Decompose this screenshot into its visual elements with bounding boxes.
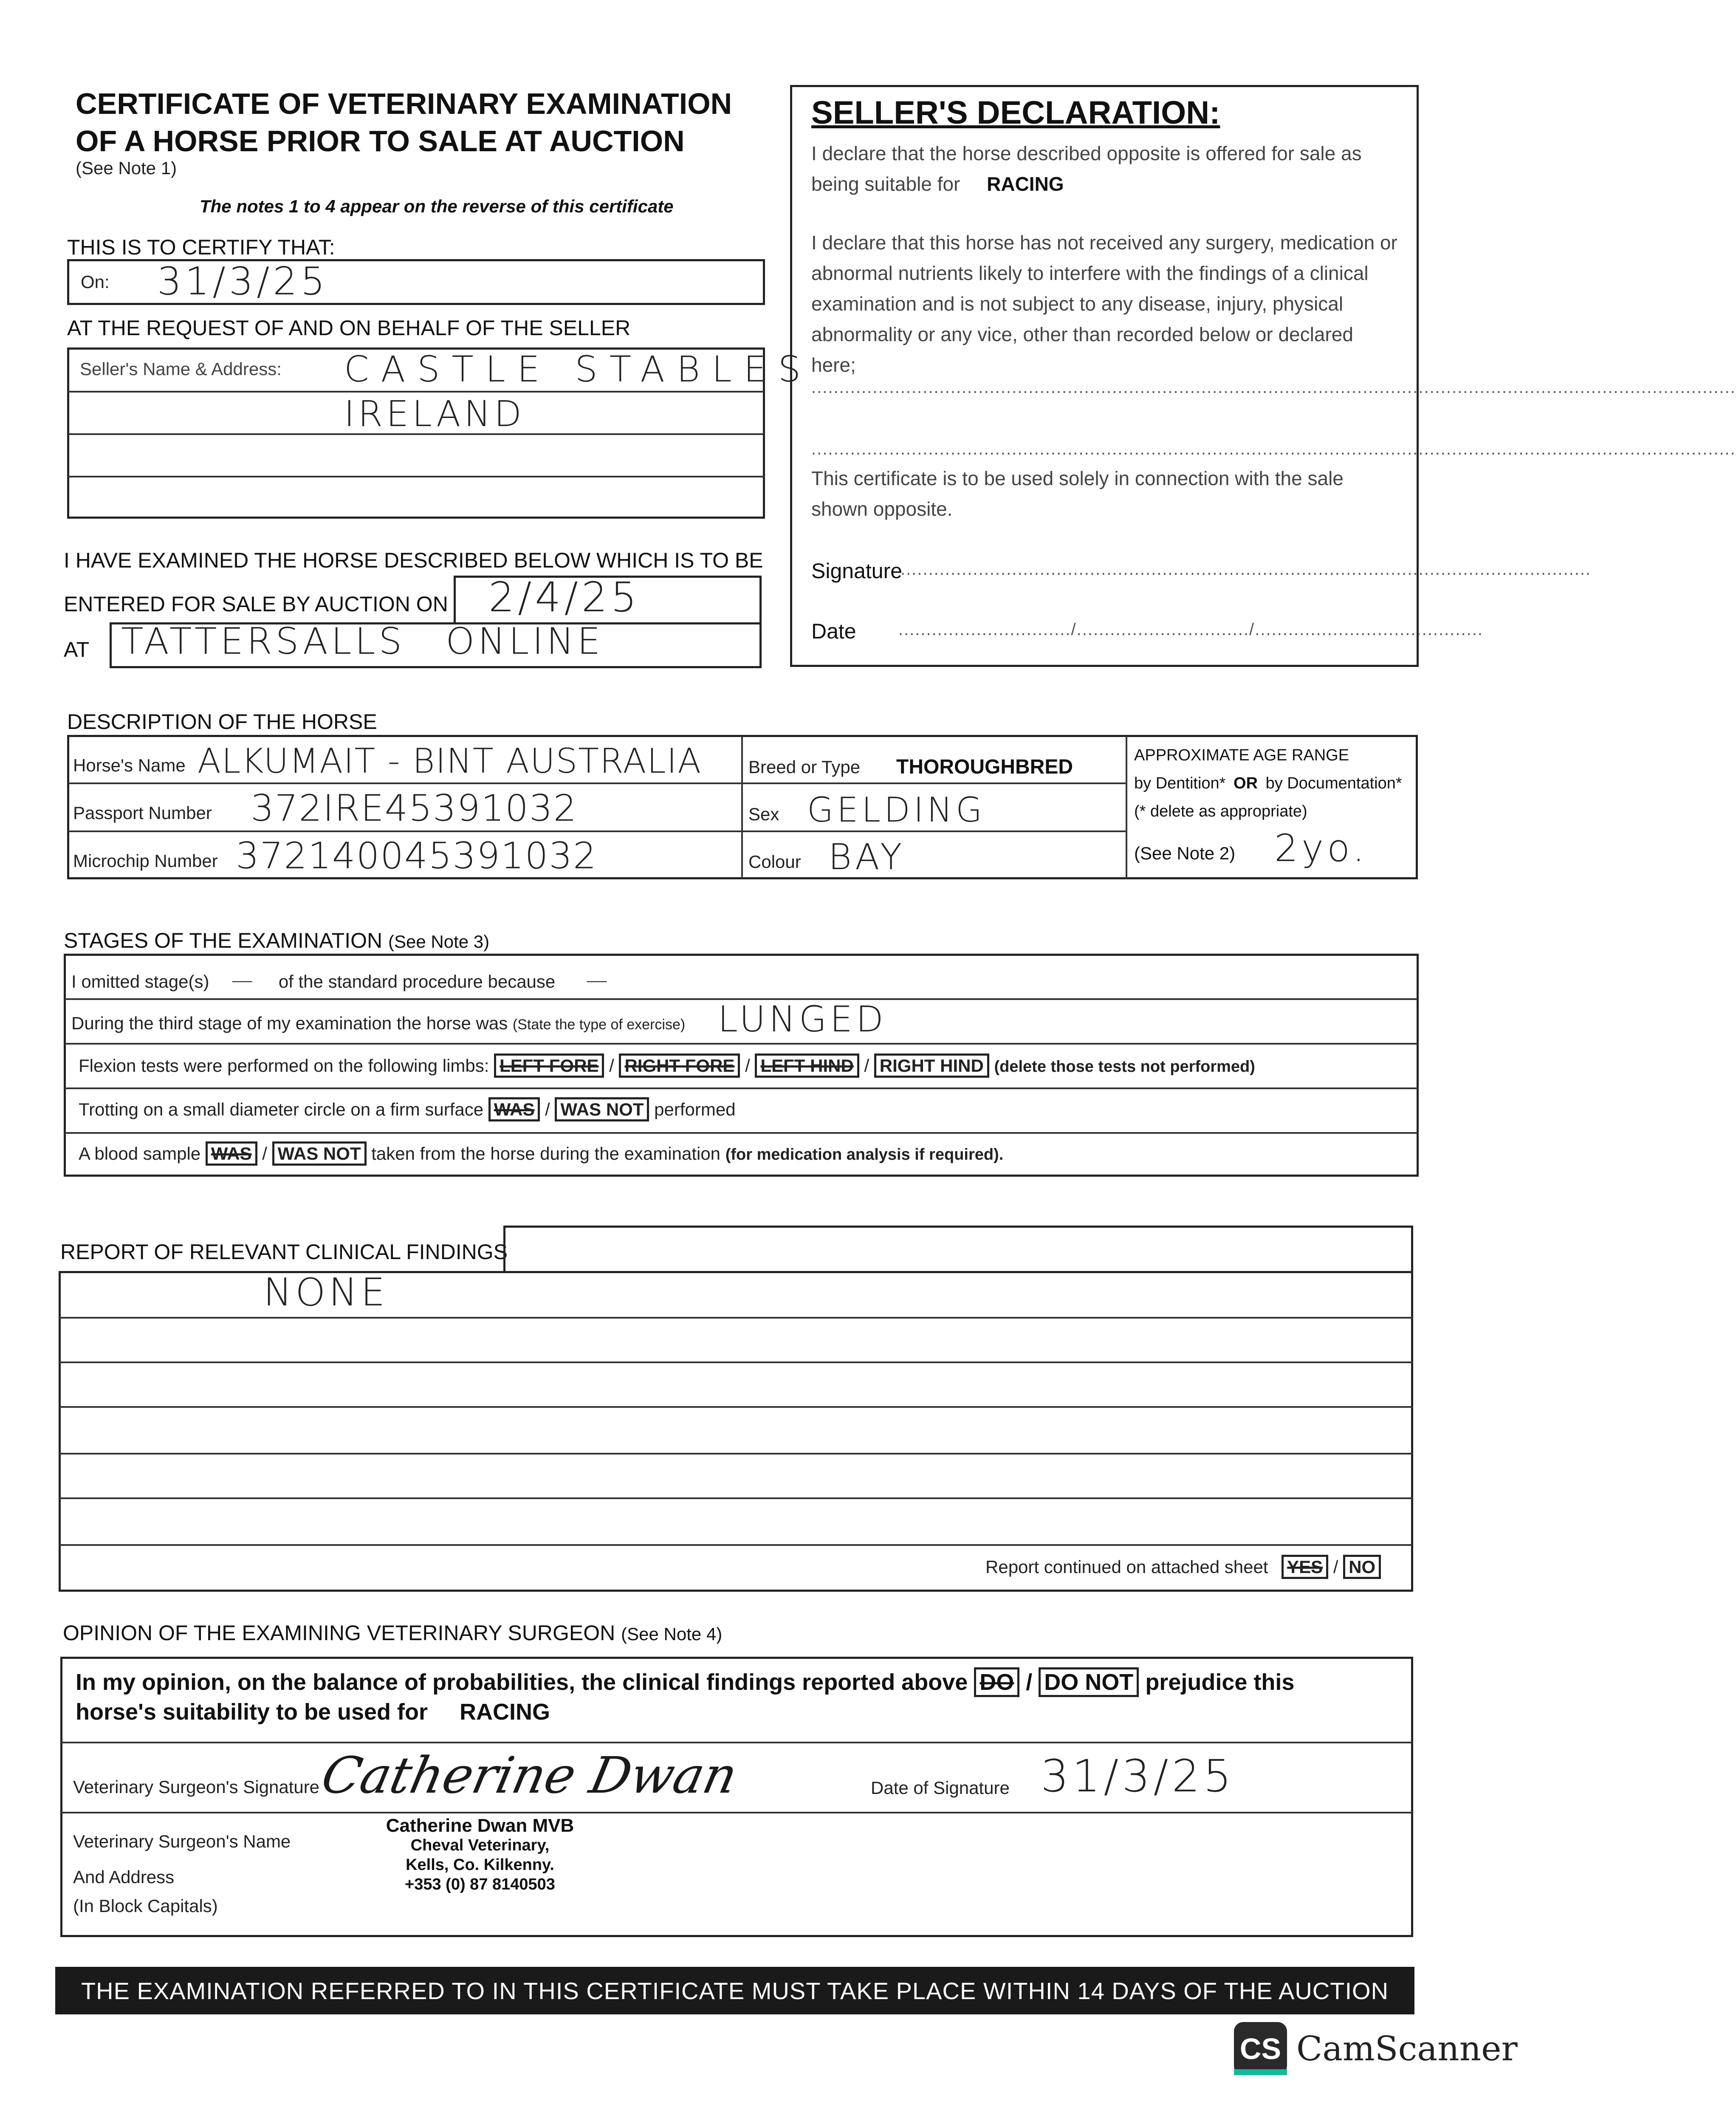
camscanner-logo-text: CS <box>1239 2032 1282 2065</box>
sex-label: Sex <box>748 804 779 824</box>
stages-line-2 <box>65 1043 1418 1045</box>
footer-banner-text: THE EXAMINATION REFERRED TO IN THIS CERTIFICATE MUST TAKE PLACE WITHIN 14 DAYS OF THE AUCTION <box>81 1977 1389 2004</box>
age-range-block <box>1134 741 1410 825</box>
report-line-2 <box>59 1361 1412 1363</box>
blood-note: (for medication analysis if required). <box>725 1146 1004 1164</box>
flexion-text: Flexion tests were performed on the following limbs: <box>79 1056 489 1076</box>
opinion-do: DO <box>974 1667 1019 1697</box>
declaration-para2: I declare that this horse has not received any surgery, medication or abnormal nutrients likely to interfere with the findings of a clinical examination and is not subject to any disease, injury, physical abnormality or any vice, other than recorded below or declared here; <box>811 232 1397 376</box>
certificate-title <box>76 85 789 160</box>
omitted-suffix: of the standard procedure because <box>278 972 556 991</box>
third-stage-text: During the third stage of my examination the horse was <box>71 1013 508 1033</box>
request-label: AT THE REQUEST OF AND ON BEHALF OF THE SELLER <box>67 316 631 340</box>
third-stage-small: (State the type of exercise) <box>512 1017 686 1033</box>
vet-signature-label: Veterinary Surgeon's Signature <box>73 1777 320 1797</box>
passport-label: Passport Number <box>73 803 212 823</box>
camscanner-watermark <box>1234 2022 1518 2075</box>
declaration-para3: This certificate is to be used solely in connection with the sale shown opposite. <box>811 467 1344 520</box>
trot-was: WAS <box>488 1097 540 1121</box>
age-delete-note: (* delete as appropriate) <box>1134 802 1307 820</box>
date-of-signature-value: 31/3/25 <box>1041 1750 1235 1802</box>
horse-name-value: ALKUMAIT - BINT AUSTRALIA <box>198 741 702 781</box>
stamp-name: Catherine Dwan MVB <box>386 1815 574 1836</box>
stamp-line2: Cheval Veterinary, <box>410 1836 550 1854</box>
on-date-value: 31/3/25 <box>157 259 328 304</box>
vet-signature: Catherine Dwan <box>316 1746 742 1805</box>
breed-value: THOROUGHBRED <box>896 756 1073 778</box>
blood-prefix: A blood sample <box>79 1144 201 1164</box>
certify-label: THIS IS TO CERTIFY THAT: <box>67 235 335 259</box>
blood-suffix: taken from the horse during the examination <box>371 1144 721 1164</box>
vet-block-caps-label: (In Block Capitals) <box>73 1896 218 1916</box>
at-value: TATTERSALLS ONLINE <box>121 620 604 663</box>
passport-value: 372IRE45391032 <box>251 787 578 830</box>
report-heading-line-box <box>503 1226 1413 1273</box>
vet-name-labels <box>73 1820 291 1921</box>
declaration-suitable-for: RACING <box>987 173 1064 195</box>
age-or: OR <box>1234 774 1258 792</box>
age-by-dentition: by Dentition* <box>1134 774 1226 792</box>
certificate-title-line1: CERTIFICATE OF VETERINARY EXAMINATION <box>76 87 732 120</box>
date-of-signature-label: Date of Signature <box>871 1778 1010 1798</box>
report-line-3 <box>59 1406 1412 1408</box>
stages-line-4 <box>65 1132 1418 1134</box>
stamp-phone: +353 (0) 87 8140503 <box>405 1875 555 1893</box>
flex-left-fore: LEFT FORE <box>494 1054 604 1078</box>
flexion-row: Flexion tests were performed on the following limbs: LEFT FORE / RIGHT FORE / LEFT HIND / RIGHT HIND (delete those tests not performed) <box>79 1056 1255 1076</box>
stamp-line3: Kells, Co. Kilkenny. <box>406 1856 554 1874</box>
age-heading: APPROXIMATE AGE RANGE <box>1134 746 1349 764</box>
age-value: 2yo. <box>1274 826 1368 870</box>
report-yes: YES <box>1282 1555 1328 1579</box>
report-continued-row: Report continued on attached sheet YES / NO <box>985 1557 1381 1577</box>
flex-left-hind: LEFT HIND <box>755 1054 859 1078</box>
flex-right-hind: RIGHT HIND <box>874 1054 989 1078</box>
opinion-text <box>76 1667 1401 1727</box>
report-box <box>59 1271 1413 1592</box>
declaration-date-line: .............................../.............................../......................................... <box>898 620 1483 639</box>
declaration-para1 <box>811 138 1402 199</box>
blood-row: A blood sample WAS / WAS NOT taken from the horse during the examination (for medication analysis if required). <box>79 1144 1003 1164</box>
stages-heading <box>64 928 489 953</box>
description-divider-1 <box>741 736 743 878</box>
opinion-line-2 <box>61 1812 1412 1813</box>
flex-delete-note: (delete those tests not performed) <box>994 1058 1255 1076</box>
declaration-signature-label: Signature <box>811 559 903 583</box>
microchip-value: 372140045391032 <box>236 835 597 877</box>
seller-line-3 <box>68 476 764 477</box>
opinion-do-not: DO NOT <box>1039 1667 1139 1697</box>
seller-address-value: IRELAND <box>344 393 525 435</box>
colour-label: Colour <box>748 852 801 872</box>
declaration-dotted-line-1: ...................................................................................................................................................................... <box>811 378 1736 397</box>
camscanner-logo <box>1234 2022 1287 2075</box>
footer-banner <box>55 1967 1414 2014</box>
opinion-see-note: (See Note 4) <box>621 1624 723 1644</box>
report-line-5 <box>59 1497 1412 1499</box>
opinion-line-1 <box>61 1742 1412 1743</box>
description-heading: DESCRIPTION OF THE HORSE <box>67 710 377 734</box>
description-divider-2 <box>1126 736 1127 878</box>
opinion-line2 <box>76 1697 1401 1727</box>
trot-suffix: performed <box>654 1099 736 1119</box>
microchip-label: Microchip Number <box>73 851 218 871</box>
opinion-text-after: prejudice this <box>1145 1669 1295 1695</box>
opinion-line2-text: horse's suitability to be used for <box>76 1699 428 1725</box>
declaration-signature-line: ............................................................................................................................ <box>900 560 1592 579</box>
examined-line1: I HAVE EXAMINED THE HORSE DESCRIBED BELOW WHICH IS TO BE <box>64 548 763 572</box>
stages-heading-text: STAGES OF THE EXAMINATION <box>64 929 383 952</box>
auction-date-value: 2/4/25 <box>488 573 640 621</box>
opinion-use: RACING <box>460 1699 550 1725</box>
declaration-dotted-line-2: ...................................................................................................................................................................... <box>811 440 1736 458</box>
opinion-text-before: In my opinion, on the balance of probabilities, the clinical findings reported above <box>76 1669 968 1695</box>
certificate-title-line2: OF A HORSE PRIOR TO SALE AT AUCTION <box>76 124 685 158</box>
declaration-title: SELLER'S DECLARATION: <box>811 95 1220 131</box>
age-methods <box>1134 769 1410 797</box>
third-stage-value: LUNGED <box>718 998 887 1040</box>
omitted-row <box>71 968 611 993</box>
declaration-para1-text: I declare that the horse described opposite is offered for sale as being suitable for <box>811 142 1362 195</box>
opinion-line1: In my opinion, on the balance of probabilities, the clinical findings reported above DO / DO NOT prejudice this <box>76 1667 1401 1697</box>
trot-was-not: WAS NOT <box>555 1097 649 1121</box>
at-label: AT <box>64 638 90 661</box>
notes-line: The notes 1 to 4 appear on the reverse of this certificate <box>200 196 674 216</box>
report-no: NO <box>1343 1555 1381 1579</box>
blood-was-not: WAS NOT <box>272 1141 367 1166</box>
vet-stamp <box>365 1816 595 1894</box>
breed-label: Breed or Type <box>748 757 861 777</box>
horse-name-label: Horse's Name <box>73 755 186 775</box>
omitted-value: — <box>231 968 257 993</box>
report-line-6 <box>59 1544 1412 1546</box>
omitted-prefix: I omitted stage(s) <box>71 972 209 991</box>
seller-line-1 <box>68 391 764 393</box>
seller-name-label: Seller's Name & Address: <box>80 359 282 379</box>
description-row-line-2 <box>68 830 1126 832</box>
stages-see-note: (See Note 3) <box>388 932 490 952</box>
see-note-1: (See Note 1) <box>76 158 177 178</box>
description-row-line-1 <box>68 782 1126 784</box>
report-line-1 <box>59 1317 1412 1319</box>
examined-line2: ENTERED FOR SALE BY AUCTION ON <box>64 592 448 616</box>
camscanner-name: CamScanner <box>1296 2029 1518 2068</box>
report-finding: NONE <box>263 1270 389 1315</box>
declaration-date-label: Date <box>811 619 856 643</box>
trot-row: Trotting on a small diameter circle on a firm surface WAS / WAS NOT performed <box>79 1099 736 1120</box>
on-label: On: <box>81 272 110 292</box>
trot-text: Trotting on a small diameter circle on a firm surface <box>79 1099 484 1119</box>
age-by-documentation: by Documentation* <box>1265 774 1402 792</box>
flex-right-fore: RIGHT FORE <box>619 1054 740 1078</box>
report-heading: REPORT OF RELEVANT CLINICAL FINDINGS <box>60 1240 508 1264</box>
seller-name-value: CASTLE STABLES <box>344 348 813 390</box>
vet-name-label: Veterinary Surgeon's Name <box>73 1831 291 1851</box>
opinion-heading-text: OPINION OF THE EXAMINING VETERINARY SURGEON <box>63 1621 615 1645</box>
colour-value: BAY <box>828 836 906 878</box>
age-see-note: (See Note 2) <box>1134 843 1236 863</box>
blood-was: WAS <box>206 1141 257 1166</box>
report-continued-text: Report continued on attached sheet <box>985 1557 1268 1577</box>
sex-value: GELDING <box>807 790 986 830</box>
report-line-4 <box>59 1453 1412 1455</box>
opinion-heading <box>63 1621 722 1645</box>
because-value: — <box>585 968 611 993</box>
stages-line-3 <box>65 1087 1418 1089</box>
third-stage-row <box>71 1013 685 1034</box>
camscanner-logo-accent <box>1234 2069 1287 2075</box>
vet-address-label: And Address <box>73 1867 175 1887</box>
